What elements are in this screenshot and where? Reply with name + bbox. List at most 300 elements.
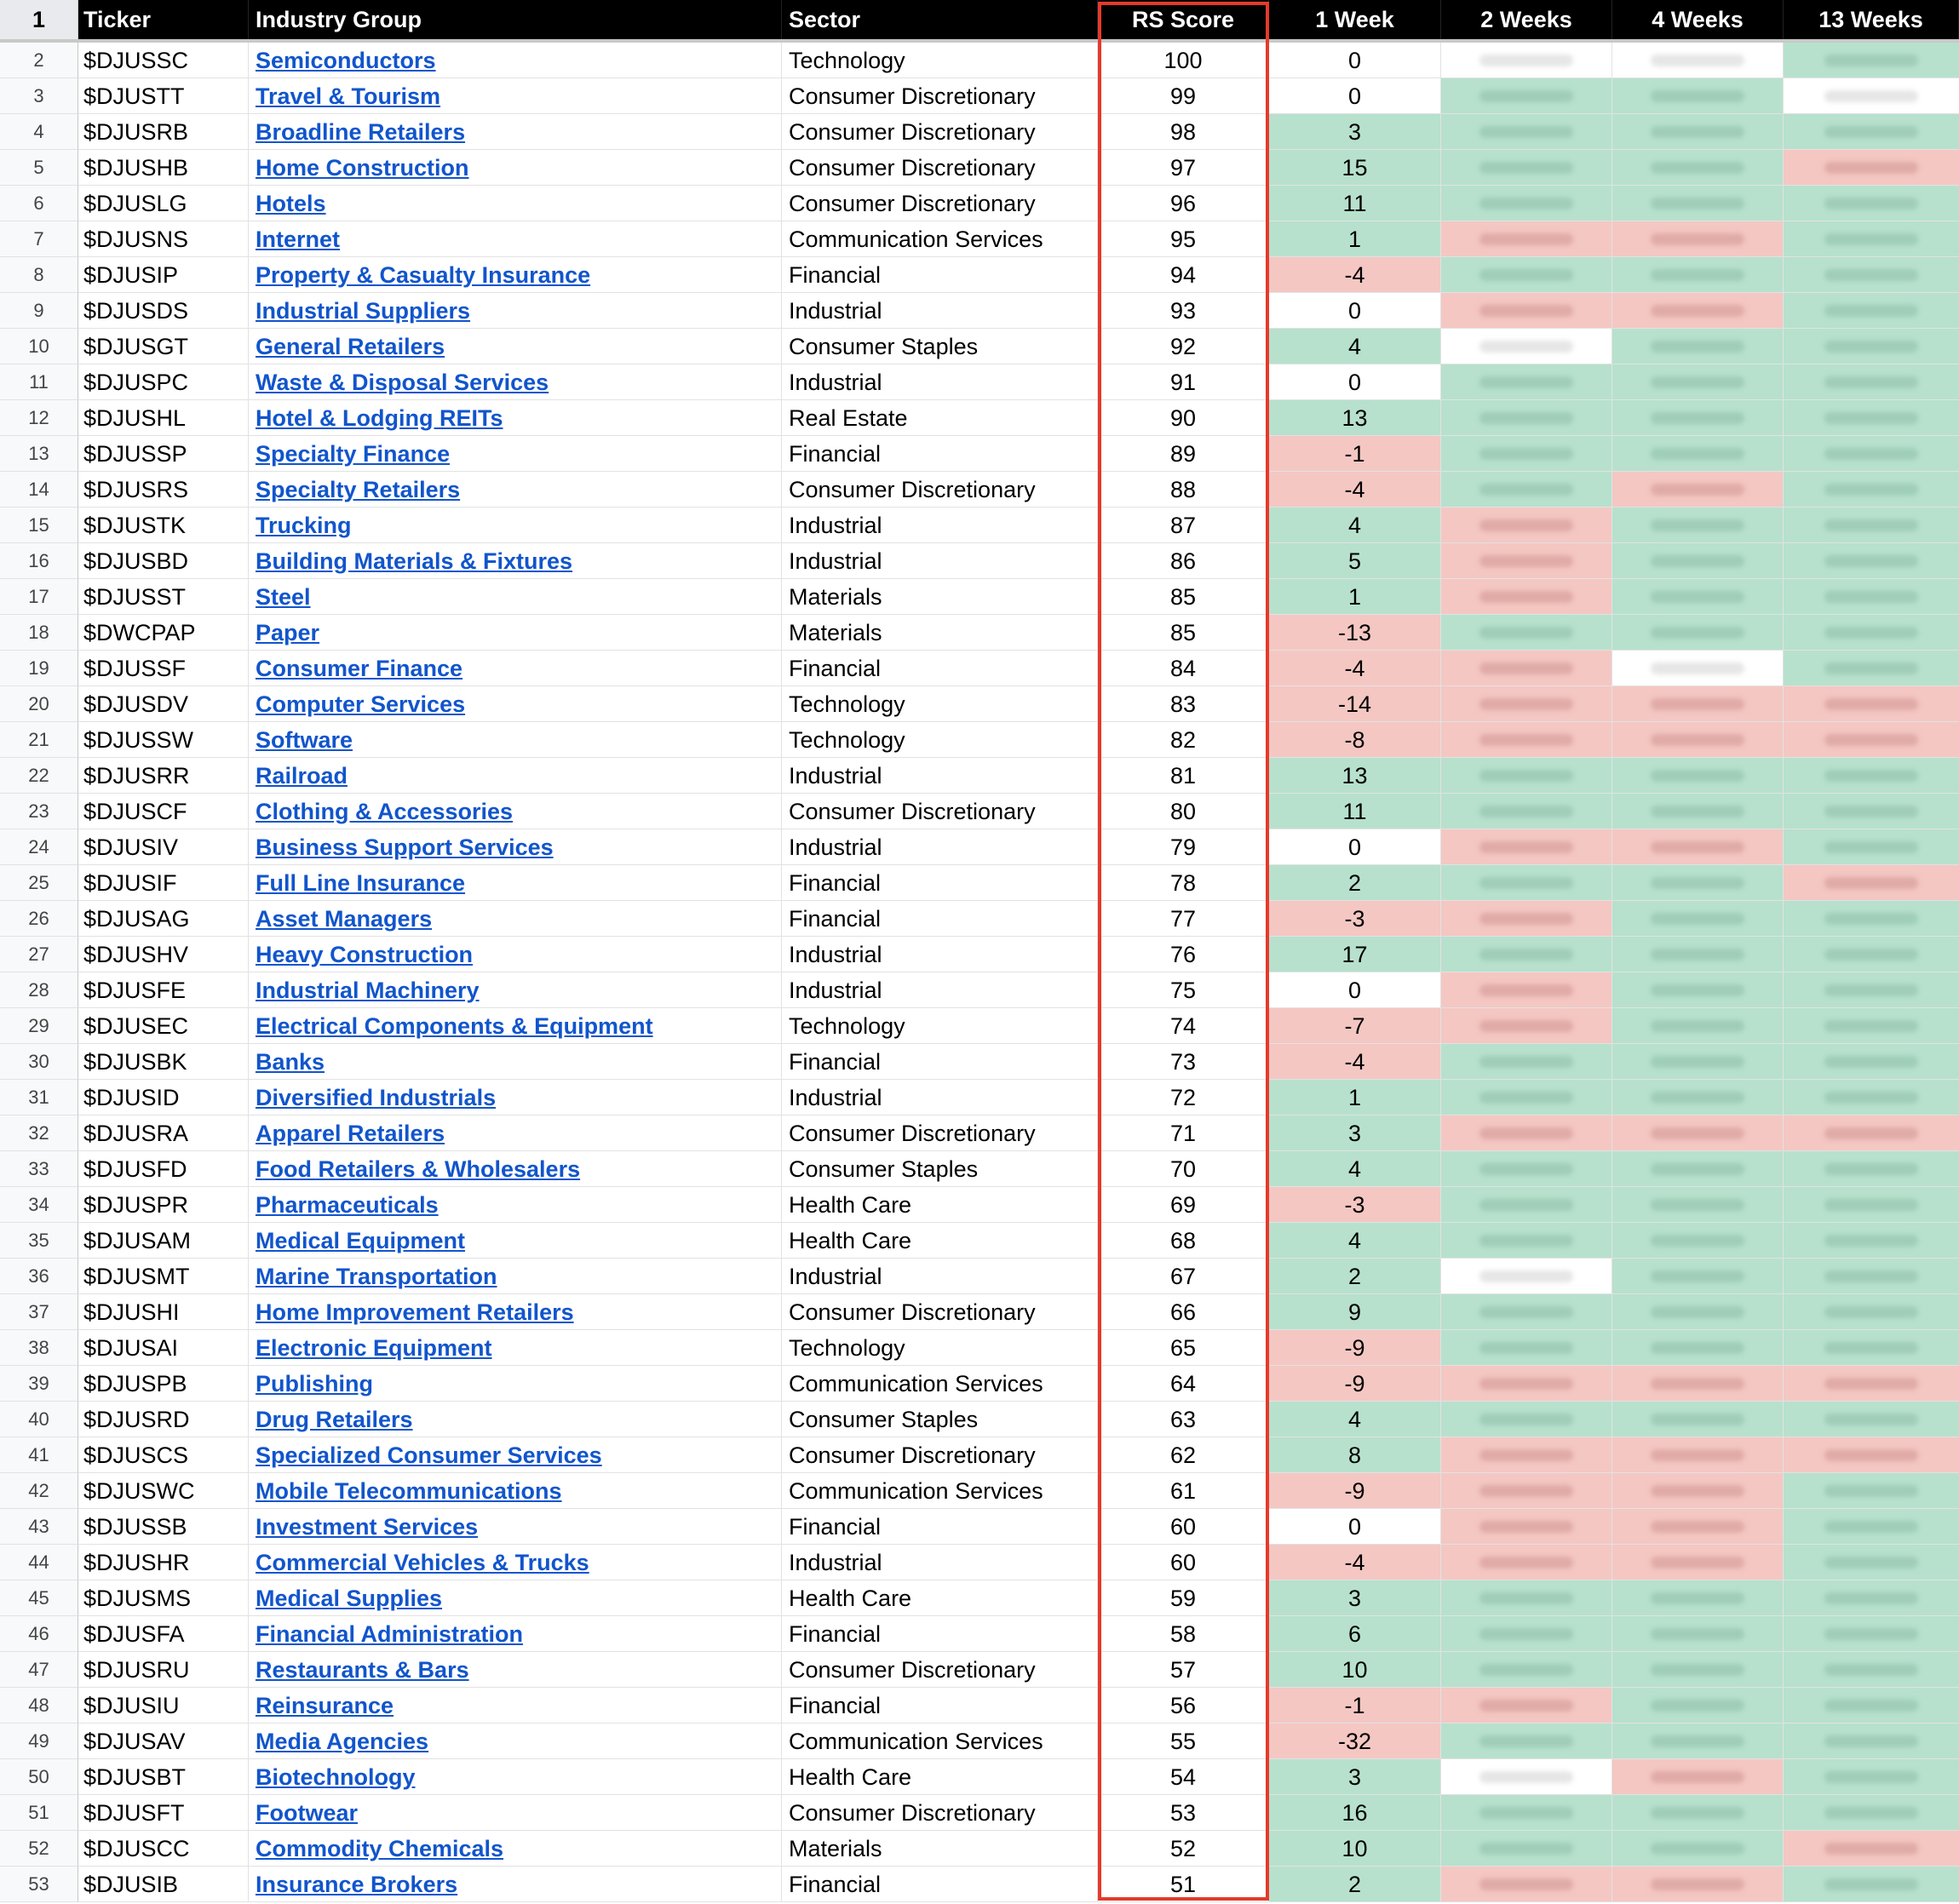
industry-group-cell[interactable] bbox=[249, 400, 782, 436]
week4-change-cell[interactable] bbox=[1612, 329, 1784, 364]
week13-change-cell[interactable] bbox=[1784, 972, 1959, 1008]
sector-cell[interactable]: Communication Services bbox=[782, 1366, 1098, 1402]
week1-change-cell[interactable]: 10 bbox=[1269, 1831, 1441, 1867]
week1-change-cell[interactable]: 13 bbox=[1269, 758, 1441, 794]
row-number[interactable]: 22 bbox=[0, 758, 78, 794]
week1-change-cell[interactable]: 1 bbox=[1269, 579, 1441, 615]
week1-change-cell[interactable]: 4 bbox=[1269, 329, 1441, 364]
industry-group-cell[interactable] bbox=[249, 186, 782, 221]
row-number[interactable]: 2 bbox=[0, 43, 78, 78]
week4-change-cell[interactable] bbox=[1612, 1402, 1784, 1437]
sector-cell[interactable]: Consumer Staples bbox=[782, 1151, 1098, 1187]
week2-change-cell[interactable] bbox=[1441, 1545, 1612, 1580]
week13-change-cell[interactable] bbox=[1784, 1473, 1959, 1509]
sector-cell[interactable]: Technology bbox=[782, 686, 1098, 722]
week13-change-cell[interactable] bbox=[1784, 937, 1959, 972]
industry-group-link[interactable]: Steel bbox=[256, 584, 311, 610]
week13-change-cell[interactable] bbox=[1784, 1080, 1959, 1115]
week4-change-cell[interactable] bbox=[1612, 1151, 1784, 1187]
week4-change-cell[interactable] bbox=[1612, 436, 1784, 472]
industry-group-link[interactable]: Trucking bbox=[256, 513, 352, 538]
ticker-cell[interactable]: $DJUSSW bbox=[78, 722, 249, 758]
week2-change-cell[interactable] bbox=[1441, 1723, 1612, 1759]
week4-change-cell[interactable] bbox=[1612, 651, 1784, 686]
sector-cell[interactable]: Industrial bbox=[782, 829, 1098, 865]
sector-cell[interactable]: Consumer Discretionary bbox=[782, 78, 1098, 114]
row-number[interactable]: 48 bbox=[0, 1688, 78, 1723]
industry-group-cell[interactable] bbox=[249, 1151, 782, 1187]
row-number[interactable]: 26 bbox=[0, 901, 78, 937]
week13-change-cell[interactable] bbox=[1784, 1723, 1959, 1759]
week2-change-cell[interactable] bbox=[1441, 543, 1612, 579]
week4-change-cell[interactable] bbox=[1612, 1723, 1784, 1759]
week1-change-cell[interactable]: -4 bbox=[1269, 1545, 1441, 1580]
rs-score-cell[interactable]: 79 bbox=[1098, 829, 1269, 865]
week13-change-cell[interactable] bbox=[1784, 508, 1959, 543]
sector-cell[interactable]: Health Care bbox=[782, 1580, 1098, 1616]
week13-change-cell[interactable] bbox=[1784, 114, 1959, 150]
week2-change-cell[interactable] bbox=[1441, 364, 1612, 400]
week4-change-cell[interactable] bbox=[1612, 1330, 1784, 1366]
week13-change-cell[interactable] bbox=[1784, 901, 1959, 937]
week1-change-cell[interactable]: 11 bbox=[1269, 186, 1441, 221]
row-number[interactable]: 13 bbox=[0, 436, 78, 472]
week1-change-cell[interactable]: -4 bbox=[1269, 472, 1441, 508]
industry-group-link[interactable]: Home Construction bbox=[256, 155, 469, 181]
sector-cell[interactable]: Financial bbox=[782, 1044, 1098, 1080]
row-number[interactable]: 42 bbox=[0, 1473, 78, 1509]
rs-score-cell[interactable]: 95 bbox=[1098, 221, 1269, 257]
industry-group-link[interactable]: Diversified Industrials bbox=[256, 1085, 497, 1110]
week1-change-cell[interactable]: -4 bbox=[1269, 651, 1441, 686]
industry-group-cell[interactable] bbox=[249, 436, 782, 472]
week2-change-cell[interactable] bbox=[1441, 186, 1612, 221]
row-number[interactable]: 15 bbox=[0, 508, 78, 543]
row-number[interactable]: 50 bbox=[0, 1759, 78, 1795]
week13-change-cell[interactable] bbox=[1784, 1652, 1959, 1688]
row-number[interactable]: 25 bbox=[0, 865, 78, 901]
row-number[interactable]: 38 bbox=[0, 1330, 78, 1366]
column-header-rs-score[interactable]: RS Score bbox=[1098, 0, 1269, 39]
week4-change-cell[interactable] bbox=[1612, 150, 1784, 186]
sector-cell[interactable]: Industrial bbox=[782, 972, 1098, 1008]
week2-change-cell[interactable] bbox=[1441, 758, 1612, 794]
week4-change-cell[interactable] bbox=[1612, 1294, 1784, 1330]
industry-group-cell[interactable] bbox=[249, 579, 782, 615]
week4-change-cell[interactable] bbox=[1612, 1473, 1784, 1509]
column-header-2-weeks[interactable]: 2 Weeks bbox=[1441, 0, 1612, 39]
row-number[interactable]: 32 bbox=[0, 1115, 78, 1151]
week2-change-cell[interactable] bbox=[1441, 937, 1612, 972]
week13-change-cell[interactable] bbox=[1784, 1545, 1959, 1580]
industry-group-cell[interactable] bbox=[249, 1080, 782, 1115]
week13-change-cell[interactable] bbox=[1784, 257, 1959, 293]
week4-change-cell[interactable] bbox=[1612, 186, 1784, 221]
column-header-sector[interactable]: Sector bbox=[782, 0, 1098, 39]
week2-change-cell[interactable] bbox=[1441, 1259, 1612, 1294]
rs-score-cell[interactable]: 99 bbox=[1098, 78, 1269, 114]
week4-change-cell[interactable] bbox=[1612, 114, 1784, 150]
week2-change-cell[interactable] bbox=[1441, 1008, 1612, 1044]
sector-cell[interactable]: Consumer Discretionary bbox=[782, 1652, 1098, 1688]
sector-cell[interactable]: Consumer Discretionary bbox=[782, 794, 1098, 829]
industry-group-link[interactable]: Computer Services bbox=[256, 691, 466, 717]
industry-group-link[interactable]: Paper bbox=[256, 620, 320, 645]
week4-change-cell[interactable] bbox=[1612, 293, 1784, 329]
rs-score-cell[interactable]: 91 bbox=[1098, 364, 1269, 400]
industry-group-cell[interactable] bbox=[249, 829, 782, 865]
week4-change-cell[interactable] bbox=[1612, 400, 1784, 436]
week4-change-cell[interactable] bbox=[1612, 1044, 1784, 1080]
ticker-cell[interactable]: $DJUSRD bbox=[78, 1402, 249, 1437]
rs-score-cell[interactable]: 60 bbox=[1098, 1509, 1269, 1545]
week2-change-cell[interactable] bbox=[1441, 1509, 1612, 1545]
rs-score-cell[interactable]: 52 bbox=[1098, 1831, 1269, 1867]
week4-change-cell[interactable] bbox=[1612, 1688, 1784, 1723]
sector-cell[interactable]: Materials bbox=[782, 579, 1098, 615]
week1-change-cell[interactable]: 0 bbox=[1269, 829, 1441, 865]
sector-cell[interactable]: Consumer Discretionary bbox=[782, 114, 1098, 150]
ticker-cell[interactable]: $DJUSFD bbox=[78, 1151, 249, 1187]
week13-change-cell[interactable] bbox=[1784, 651, 1959, 686]
industry-group-link[interactable]: Footwear bbox=[256, 1800, 359, 1826]
industry-group-cell[interactable] bbox=[249, 1759, 782, 1795]
week2-change-cell[interactable] bbox=[1441, 1080, 1612, 1115]
week13-change-cell[interactable] bbox=[1784, 1151, 1959, 1187]
week4-change-cell[interactable] bbox=[1612, 1545, 1784, 1580]
week2-change-cell[interactable] bbox=[1441, 78, 1612, 114]
industry-group-cell[interactable] bbox=[249, 1259, 782, 1294]
row-number[interactable]: 17 bbox=[0, 579, 78, 615]
week2-change-cell[interactable] bbox=[1441, 508, 1612, 543]
rs-score-cell[interactable]: 76 bbox=[1098, 937, 1269, 972]
week13-change-cell[interactable] bbox=[1784, 686, 1959, 722]
ticker-cell[interactable]: $DJUSHV bbox=[78, 937, 249, 972]
week1-change-cell[interactable]: -3 bbox=[1269, 1187, 1441, 1223]
sector-cell[interactable]: Financial bbox=[782, 901, 1098, 937]
week2-change-cell[interactable] bbox=[1441, 1580, 1612, 1616]
week2-change-cell[interactable] bbox=[1441, 1366, 1612, 1402]
week13-change-cell[interactable] bbox=[1784, 829, 1959, 865]
ticker-cell[interactable]: $DJUSBK bbox=[78, 1044, 249, 1080]
week1-change-cell[interactable]: -7 bbox=[1269, 1008, 1441, 1044]
industry-group-link[interactable]: Consumer Finance bbox=[256, 656, 463, 681]
rs-score-cell[interactable]: 84 bbox=[1098, 651, 1269, 686]
rs-score-cell[interactable]: 59 bbox=[1098, 1580, 1269, 1616]
row-number[interactable]: 30 bbox=[0, 1044, 78, 1080]
rs-score-cell[interactable]: 90 bbox=[1098, 400, 1269, 436]
week4-change-cell[interactable] bbox=[1612, 1831, 1784, 1867]
sector-cell[interactable]: Financial bbox=[782, 1867, 1098, 1902]
sector-cell[interactable]: Consumer Staples bbox=[782, 1402, 1098, 1437]
ticker-cell[interactable]: $DJUSPB bbox=[78, 1366, 249, 1402]
week2-change-cell[interactable] bbox=[1441, 865, 1612, 901]
ticker-cell[interactable]: $DJUSNS bbox=[78, 221, 249, 257]
week1-change-cell[interactable]: -4 bbox=[1269, 257, 1441, 293]
week2-change-cell[interactable] bbox=[1441, 1223, 1612, 1259]
ticker-cell[interactable]: $DJUSIV bbox=[78, 829, 249, 865]
week1-change-cell[interactable]: 3 bbox=[1269, 114, 1441, 150]
rs-score-cell[interactable]: 54 bbox=[1098, 1759, 1269, 1795]
row-number[interactable]: 45 bbox=[0, 1580, 78, 1616]
ticker-cell[interactable]: $DJUSMT bbox=[78, 1259, 249, 1294]
ticker-cell[interactable]: $DJUSRA bbox=[78, 1115, 249, 1151]
industry-group-link[interactable]: Internet bbox=[256, 227, 341, 252]
week4-change-cell[interactable] bbox=[1612, 722, 1784, 758]
industry-group-link[interactable]: Specialty Retailers bbox=[256, 477, 461, 502]
rs-score-cell[interactable]: 87 bbox=[1098, 508, 1269, 543]
row-number[interactable]: 3 bbox=[0, 78, 78, 114]
week1-change-cell[interactable]: 1 bbox=[1269, 1080, 1441, 1115]
week4-change-cell[interactable] bbox=[1612, 1616, 1784, 1652]
week4-change-cell[interactable] bbox=[1612, 794, 1784, 829]
week1-change-cell[interactable]: 4 bbox=[1269, 1223, 1441, 1259]
week2-change-cell[interactable] bbox=[1441, 1115, 1612, 1151]
week13-change-cell[interactable] bbox=[1784, 1259, 1959, 1294]
week13-change-cell[interactable] bbox=[1784, 1402, 1959, 1437]
ticker-cell[interactable]: $DJUSLG bbox=[78, 186, 249, 221]
industry-group-cell[interactable] bbox=[249, 1008, 782, 1044]
industry-group-link[interactable]: Food Retailers & Wholesalers bbox=[256, 1156, 581, 1182]
industry-group-link[interactable]: Reinsurance bbox=[256, 1693, 394, 1718]
industry-group-cell[interactable] bbox=[249, 221, 782, 257]
week1-change-cell[interactable]: 0 bbox=[1269, 972, 1441, 1008]
week13-change-cell[interactable] bbox=[1784, 1044, 1959, 1080]
sector-cell[interactable]: Financial bbox=[782, 1509, 1098, 1545]
row-number[interactable]: 24 bbox=[0, 829, 78, 865]
rs-score-cell[interactable]: 85 bbox=[1098, 579, 1269, 615]
sector-cell[interactable]: Health Care bbox=[782, 1187, 1098, 1223]
ticker-cell[interactable]: $DJUSST bbox=[78, 579, 249, 615]
industry-group-link[interactable]: Specialty Finance bbox=[256, 441, 451, 467]
week4-change-cell[interactable] bbox=[1612, 1115, 1784, 1151]
week2-change-cell[interactable] bbox=[1441, 972, 1612, 1008]
ticker-cell[interactable]: $DJUSAG bbox=[78, 901, 249, 937]
row-number[interactable]: 10 bbox=[0, 329, 78, 364]
week2-change-cell[interactable] bbox=[1441, 221, 1612, 257]
industry-group-cell[interactable] bbox=[249, 937, 782, 972]
week2-change-cell[interactable] bbox=[1441, 329, 1612, 364]
week13-change-cell[interactable] bbox=[1784, 329, 1959, 364]
week13-change-cell[interactable] bbox=[1784, 579, 1959, 615]
industry-group-cell[interactable] bbox=[249, 78, 782, 114]
week2-change-cell[interactable] bbox=[1441, 257, 1612, 293]
industry-group-cell[interactable] bbox=[249, 1366, 782, 1402]
rs-score-cell[interactable]: 71 bbox=[1098, 1115, 1269, 1151]
ticker-cell[interactable]: $DJUSDS bbox=[78, 293, 249, 329]
row-number-header[interactable]: 1 bbox=[0, 0, 78, 39]
industry-group-cell[interactable] bbox=[249, 472, 782, 508]
ticker-cell[interactable]: $DJUSCC bbox=[78, 1831, 249, 1867]
week13-change-cell[interactable] bbox=[1784, 43, 1959, 78]
week2-change-cell[interactable] bbox=[1441, 1437, 1612, 1473]
industry-group-link[interactable]: Apparel Retailers bbox=[256, 1121, 445, 1146]
ticker-cell[interactable]: $DJUSRB bbox=[78, 114, 249, 150]
row-number[interactable]: 27 bbox=[0, 937, 78, 972]
rs-score-cell[interactable]: 53 bbox=[1098, 1795, 1269, 1831]
week1-change-cell[interactable]: -4 bbox=[1269, 1044, 1441, 1080]
row-number[interactable]: 16 bbox=[0, 543, 78, 579]
week1-change-cell[interactable]: 8 bbox=[1269, 1437, 1441, 1473]
ticker-cell[interactable]: $DJUSWC bbox=[78, 1473, 249, 1509]
week1-change-cell[interactable]: 2 bbox=[1269, 865, 1441, 901]
week2-change-cell[interactable] bbox=[1441, 579, 1612, 615]
industry-group-cell[interactable] bbox=[249, 722, 782, 758]
row-number[interactable]: 33 bbox=[0, 1151, 78, 1187]
week1-change-cell[interactable]: 10 bbox=[1269, 1652, 1441, 1688]
week2-change-cell[interactable] bbox=[1441, 293, 1612, 329]
ticker-cell[interactable]: $DJUSEC bbox=[78, 1008, 249, 1044]
week4-change-cell[interactable] bbox=[1612, 508, 1784, 543]
industry-group-cell[interactable] bbox=[249, 972, 782, 1008]
ticker-cell[interactable]: $DJUSFA bbox=[78, 1616, 249, 1652]
ticker-cell[interactable]: $DJUSID bbox=[78, 1080, 249, 1115]
week1-change-cell[interactable]: 3 bbox=[1269, 1759, 1441, 1795]
rs-score-cell[interactable]: 96 bbox=[1098, 186, 1269, 221]
row-number[interactable]: 20 bbox=[0, 686, 78, 722]
week4-change-cell[interactable] bbox=[1612, 1652, 1784, 1688]
sector-cell[interactable]: Consumer Discretionary bbox=[782, 1795, 1098, 1831]
week13-change-cell[interactable] bbox=[1784, 1437, 1959, 1473]
sector-cell[interactable]: Communication Services bbox=[782, 1723, 1098, 1759]
rs-score-cell[interactable]: 85 bbox=[1098, 615, 1269, 651]
sector-cell[interactable]: Communication Services bbox=[782, 221, 1098, 257]
row-number[interactable]: 4 bbox=[0, 114, 78, 150]
rs-score-cell[interactable]: 56 bbox=[1098, 1688, 1269, 1723]
rs-score-cell[interactable]: 62 bbox=[1098, 1437, 1269, 1473]
row-number[interactable]: 12 bbox=[0, 400, 78, 436]
rs-score-cell[interactable]: 75 bbox=[1098, 972, 1269, 1008]
week2-change-cell[interactable] bbox=[1441, 1616, 1612, 1652]
sector-cell[interactable]: Consumer Discretionary bbox=[782, 1115, 1098, 1151]
week2-change-cell[interactable] bbox=[1441, 686, 1612, 722]
week1-change-cell[interactable]: 2 bbox=[1269, 1259, 1441, 1294]
week4-change-cell[interactable] bbox=[1612, 1867, 1784, 1902]
week4-change-cell[interactable] bbox=[1612, 1509, 1784, 1545]
industry-group-link[interactable]: Railroad bbox=[256, 763, 348, 789]
sector-cell[interactable]: Industrial bbox=[782, 543, 1098, 579]
sector-cell[interactable]: Financial bbox=[782, 651, 1098, 686]
week2-change-cell[interactable] bbox=[1441, 1044, 1612, 1080]
column-header-13-weeks[interactable]: 13 Weeks bbox=[1784, 0, 1959, 39]
sector-cell[interactable]: Materials bbox=[782, 1831, 1098, 1867]
week4-change-cell[interactable] bbox=[1612, 543, 1784, 579]
industry-group-cell[interactable] bbox=[249, 615, 782, 651]
rs-score-cell[interactable]: 78 bbox=[1098, 865, 1269, 901]
sector-cell[interactable]: Materials bbox=[782, 615, 1098, 651]
week13-change-cell[interactable] bbox=[1784, 794, 1959, 829]
week13-change-cell[interactable] bbox=[1784, 400, 1959, 436]
industry-group-link[interactable]: Medical Equipment bbox=[256, 1228, 466, 1253]
industry-group-link[interactable]: Industrial Suppliers bbox=[256, 298, 471, 324]
week4-change-cell[interactable] bbox=[1612, 972, 1784, 1008]
rs-score-cell[interactable]: 77 bbox=[1098, 901, 1269, 937]
ticker-cell[interactable]: $DJUSPC bbox=[78, 364, 249, 400]
industry-group-link[interactable]: Home Improvement Retailers bbox=[256, 1299, 574, 1325]
ticker-cell[interactable]: $DJUSGT bbox=[78, 329, 249, 364]
sector-cell[interactable]: Industrial bbox=[782, 293, 1098, 329]
industry-group-cell[interactable] bbox=[249, 865, 782, 901]
ticker-cell[interactable]: $DJUSPR bbox=[78, 1187, 249, 1223]
column-header-4-weeks[interactable]: 4 Weeks bbox=[1612, 0, 1784, 39]
sector-cell[interactable]: Consumer Discretionary bbox=[782, 472, 1098, 508]
week1-change-cell[interactable]: 3 bbox=[1269, 1580, 1441, 1616]
row-number[interactable]: 51 bbox=[0, 1795, 78, 1831]
week13-change-cell[interactable] bbox=[1784, 78, 1959, 114]
week1-change-cell[interactable]: 0 bbox=[1269, 293, 1441, 329]
industry-group-cell[interactable] bbox=[249, 329, 782, 364]
week2-change-cell[interactable] bbox=[1441, 615, 1612, 651]
industry-group-link[interactable]: Specialized Consumer Services bbox=[256, 1442, 602, 1468]
week1-change-cell[interactable]: -1 bbox=[1269, 1688, 1441, 1723]
rs-score-cell[interactable]: 69 bbox=[1098, 1187, 1269, 1223]
ticker-cell[interactable]: $DWCPAP bbox=[78, 615, 249, 651]
week2-change-cell[interactable] bbox=[1441, 1402, 1612, 1437]
week1-change-cell[interactable]: 9 bbox=[1269, 1294, 1441, 1330]
industry-group-cell[interactable] bbox=[249, 1795, 782, 1831]
week1-change-cell[interactable]: -3 bbox=[1269, 901, 1441, 937]
week1-change-cell[interactable]: -9 bbox=[1269, 1473, 1441, 1509]
ticker-cell[interactable]: $DJUSHI bbox=[78, 1294, 249, 1330]
industry-group-cell[interactable] bbox=[249, 794, 782, 829]
industry-group-link[interactable]: Electrical Components & Equipment bbox=[256, 1013, 653, 1039]
rs-score-cell[interactable]: 82 bbox=[1098, 722, 1269, 758]
industry-group-link[interactable]: Software bbox=[256, 727, 353, 753]
industry-group-link[interactable]: Travel & Tourism bbox=[256, 83, 441, 109]
week2-change-cell[interactable] bbox=[1441, 150, 1612, 186]
week4-change-cell[interactable] bbox=[1612, 615, 1784, 651]
week4-change-cell[interactable] bbox=[1612, 686, 1784, 722]
industry-group-link[interactable]: Property & Casualty Insurance bbox=[256, 262, 591, 288]
industry-group-link[interactable]: Medical Supplies bbox=[256, 1586, 443, 1611]
industry-group-cell[interactable] bbox=[249, 1723, 782, 1759]
rs-score-cell[interactable]: 61 bbox=[1098, 1473, 1269, 1509]
week1-change-cell[interactable]: -13 bbox=[1269, 615, 1441, 651]
industry-group-link[interactable]: Asset Managers bbox=[256, 906, 433, 932]
sector-cell[interactable]: Financial bbox=[782, 865, 1098, 901]
ticker-cell[interactable]: $DJUSTK bbox=[78, 508, 249, 543]
sector-cell[interactable]: Industrial bbox=[782, 937, 1098, 972]
industry-group-link[interactable]: Publishing bbox=[256, 1371, 373, 1396]
rs-score-cell[interactable]: 66 bbox=[1098, 1294, 1269, 1330]
rs-score-cell[interactable]: 89 bbox=[1098, 436, 1269, 472]
week1-change-cell[interactable]: 0 bbox=[1269, 78, 1441, 114]
industry-group-cell[interactable] bbox=[249, 901, 782, 937]
week1-change-cell[interactable]: 17 bbox=[1269, 937, 1441, 972]
row-number[interactable]: 11 bbox=[0, 364, 78, 400]
industry-group-link[interactable]: Biotechnology bbox=[256, 1764, 416, 1790]
row-number[interactable]: 5 bbox=[0, 150, 78, 186]
week1-change-cell[interactable]: 4 bbox=[1269, 508, 1441, 543]
rs-score-cell[interactable]: 72 bbox=[1098, 1080, 1269, 1115]
week1-change-cell[interactable]: -9 bbox=[1269, 1366, 1441, 1402]
week4-change-cell[interactable] bbox=[1612, 901, 1784, 937]
industry-group-link[interactable]: Commodity Chemicals bbox=[256, 1836, 504, 1861]
industry-group-link[interactable]: Insurance Brokers bbox=[256, 1872, 458, 1897]
industry-group-link[interactable]: Industrial Machinery bbox=[256, 978, 480, 1003]
industry-group-cell[interactable] bbox=[249, 1580, 782, 1616]
industry-group-link[interactable]: Clothing & Accessories bbox=[256, 799, 514, 824]
ticker-cell[interactable]: $DJUSIP bbox=[78, 257, 249, 293]
week1-change-cell[interactable]: 4 bbox=[1269, 1151, 1441, 1187]
industry-group-cell[interactable] bbox=[249, 758, 782, 794]
week2-change-cell[interactable] bbox=[1441, 43, 1612, 78]
ticker-cell[interactable]: $DJUSRU bbox=[78, 1652, 249, 1688]
industry-group-cell[interactable] bbox=[249, 1330, 782, 1366]
industry-group-link[interactable]: Waste & Disposal Services bbox=[256, 370, 549, 395]
industry-group-cell[interactable] bbox=[249, 1509, 782, 1545]
week13-change-cell[interactable] bbox=[1784, 1795, 1959, 1831]
